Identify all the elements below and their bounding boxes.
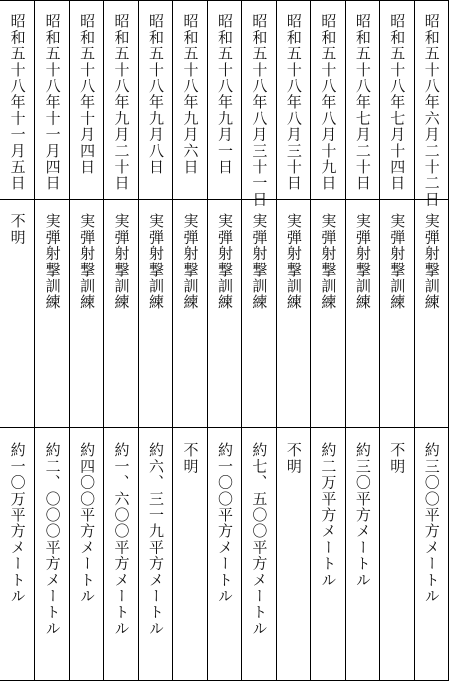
area-cell xyxy=(35,427,68,682)
purpose-cell xyxy=(311,199,344,427)
area-text: 約二、〇〇〇平方メートル xyxy=(43,442,62,637)
area-text: 約二万平方メートル xyxy=(319,442,338,588)
area-text: 約三〇平方メートル xyxy=(353,442,372,588)
purpose-text: 実弾射撃訓練 xyxy=(250,213,269,311)
date-cell xyxy=(346,1,379,199)
purpose-cell xyxy=(277,199,310,427)
date-text: 昭和五十八年九月八日 xyxy=(147,13,166,175)
date-cell xyxy=(173,1,206,199)
area-cell xyxy=(173,427,206,682)
area-cell xyxy=(277,427,310,682)
area-cell xyxy=(346,427,379,682)
purpose-text: 実弾射撃訓練 xyxy=(215,213,234,311)
area-text: 約一〇〇平方メートル xyxy=(215,442,234,604)
date-text: 昭和五十八年六月二十二日 xyxy=(422,13,441,208)
purpose-text: 実弾射撃訓練 xyxy=(284,213,303,311)
purpose-text: 実弾射撃訓練 xyxy=(319,213,338,311)
purpose-cell xyxy=(208,199,241,427)
date-cell xyxy=(0,1,34,199)
purpose-cell xyxy=(242,199,275,427)
table-row xyxy=(34,1,68,680)
area-cell xyxy=(139,427,172,682)
date-text: 昭和五十八年九月六日 xyxy=(181,13,200,175)
date-cell xyxy=(415,1,448,208)
table-row xyxy=(69,1,103,680)
area-text: 約三〇〇平方メートル xyxy=(422,442,441,604)
purpose-text: 実弾射撃訓練 xyxy=(112,213,131,311)
date-cell xyxy=(139,1,172,199)
purpose-text: 不明 xyxy=(8,213,27,246)
area-cell xyxy=(415,427,448,682)
purpose-text: 実弾射撃訓練 xyxy=(422,213,441,311)
purpose-cell xyxy=(70,199,103,427)
table-row xyxy=(310,1,344,680)
area-text: 不明 xyxy=(284,442,303,475)
date-text: 昭和五十八年十一月五日 xyxy=(8,13,27,192)
date-cell xyxy=(104,1,137,199)
purpose-text: 実弾射撃訓練 xyxy=(181,213,200,311)
purpose-text: 実弾射撃訓練 xyxy=(147,213,166,311)
purpose-text: 実弾射撃訓練 xyxy=(353,213,372,311)
purpose-text: 実弾射撃訓練 xyxy=(388,213,407,311)
date-text: 昭和五十八年十月四日 xyxy=(78,13,97,175)
date-text: 昭和五十八年八月三十一日 xyxy=(250,13,269,208)
area-cell xyxy=(104,427,137,682)
table-row xyxy=(172,1,206,680)
area-text: 不明 xyxy=(181,442,200,475)
table-row xyxy=(414,1,448,680)
purpose-cell xyxy=(104,199,137,427)
purpose-cell xyxy=(380,199,413,427)
area-cell xyxy=(70,427,103,682)
table-row xyxy=(138,1,172,680)
table-row xyxy=(207,1,241,680)
purpose-cell xyxy=(139,199,172,427)
purpose-cell xyxy=(346,199,379,427)
purpose-cell xyxy=(173,199,206,427)
date-text: 昭和五十八年八月十九日 xyxy=(319,13,338,192)
area-cell xyxy=(208,427,241,682)
area-cell xyxy=(242,427,275,682)
area-cell xyxy=(311,427,344,682)
date-text: 昭和五十八年十一月四日 xyxy=(43,13,62,192)
date-text: 昭和五十八年七月二十日 xyxy=(353,13,372,192)
date-cell xyxy=(242,1,275,208)
purpose-text: 実弾射撃訓練 xyxy=(43,213,62,311)
area-text: 約一〇万平方メートル xyxy=(8,442,27,604)
table-row xyxy=(379,1,413,680)
date-text: 昭和五十八年八月三十日 xyxy=(284,13,303,192)
table-row xyxy=(276,1,310,680)
date-cell xyxy=(380,1,413,199)
table-row xyxy=(241,1,275,680)
purpose-cell xyxy=(35,199,68,427)
area-cell xyxy=(380,427,413,682)
area-text: 約四〇〇平方メートル xyxy=(78,442,97,604)
area-text: 不明 xyxy=(388,442,407,475)
date-cell xyxy=(277,1,310,199)
area-cell xyxy=(0,427,34,682)
table-row xyxy=(103,1,137,680)
purpose-cell xyxy=(415,199,448,427)
date-text: 昭和五十八年九月一日 xyxy=(215,13,234,175)
area-text: 約六、三一九平方メートル xyxy=(147,442,166,637)
table-row xyxy=(0,1,34,680)
table-row xyxy=(345,1,379,680)
date-cell xyxy=(208,1,241,199)
date-text: 昭和五十八年九月二十日 xyxy=(112,13,131,192)
date-cell xyxy=(311,1,344,199)
area-text: 約一、六〇〇平方メートル xyxy=(112,442,131,637)
date-text: 昭和五十八年七月十四日 xyxy=(388,13,407,192)
purpose-cell xyxy=(0,199,34,427)
date-cell xyxy=(70,1,103,199)
date-cell xyxy=(35,1,68,199)
purpose-text: 実弾射撃訓練 xyxy=(78,213,97,311)
area-text: 約七、五〇〇平方メートル xyxy=(250,442,269,637)
